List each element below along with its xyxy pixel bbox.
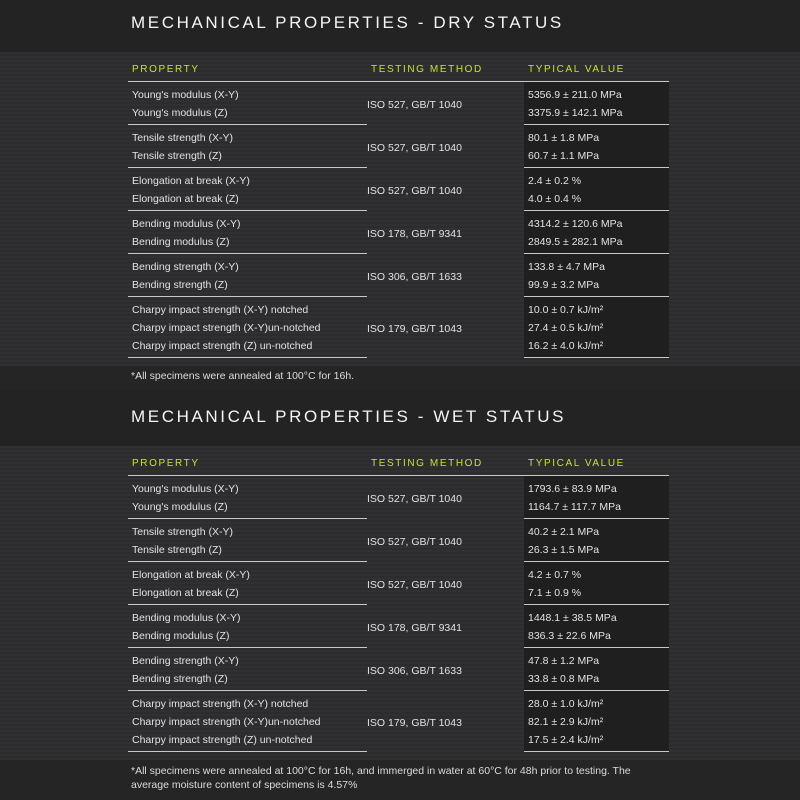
typical-value-cell: 836.3 ± 22.6 MPa	[524, 627, 669, 648]
wet-note: *All specimens were annealed at 100°C for 16h, and immerged in water at 60°C for 48h prior to testing. The average moisture content of specimens is 4.57%	[131, 765, 631, 791]
typical-value-cell: 5356.9 ± 211.0 MPa	[524, 82, 669, 105]
typical-value-cell: 1448.1 ± 38.5 MPa	[524, 605, 669, 628]
testing-method-cell: ISO 178, GB/T 9341	[367, 622, 462, 634]
typical-value-cell: 2849.5 ± 282.1 MPa	[524, 233, 669, 254]
testing-method-cell: ISO 178, GB/T 9341	[367, 228, 462, 240]
table-row	[128, 519, 669, 542]
typical-value-cell: 40.2 ± 2.1 MPa	[524, 519, 669, 542]
property-cell: Bending strength (Z)	[128, 276, 367, 297]
property-cell: Bending modulus (X-Y)	[132, 218, 241, 230]
property-cell: Charpy impact strength (Z) un-notched	[128, 337, 367, 358]
property-cell: Elongation at break (Z)	[128, 190, 367, 211]
property-cell: Charpy impact strength (X-Y) notched	[132, 304, 309, 316]
property-column-header: PROPERTY	[128, 451, 367, 476]
property-column-header: PROPERTY	[128, 57, 367, 82]
typical-value-cell: 4.0 ± 0.4 %	[524, 190, 669, 211]
property-cell: Young's modulus (Z)	[128, 498, 367, 519]
property-cell: Tensile strength (Z)	[128, 147, 367, 168]
testing-method-cell: ISO 179, GB/T 1043	[367, 323, 462, 335]
dry-note: *All specimens were annealed at 100°C for 16h.	[131, 370, 355, 382]
testing-method-cell: ISO 527, GB/T 1040	[367, 142, 462, 154]
table-row	[128, 691, 669, 714]
dry-header	[0, 0, 800, 52]
typical-value-cell: 4.2 ± 0.7 %	[524, 562, 669, 585]
property-cell: Young's modulus (Z)	[128, 104, 367, 125]
typical-value-cell: 16.2 ± 4.0 kJ/m²	[524, 337, 669, 358]
testing-method-cell: ISO 306, GB/T 1633	[367, 271, 462, 283]
testing-method-cell: ISO 527, GB/T 1040	[367, 99, 462, 112]
typical-value-cell: 33.8 ± 0.8 MPa	[524, 670, 669, 691]
table-row	[128, 476, 669, 499]
property-cell: Charpy impact strength (X-Y)un-notched	[132, 716, 321, 728]
dry-properties-table	[128, 57, 669, 358]
wet-title: MECHANICAL PROPERTIES - WET STATUS	[131, 407, 567, 426]
table-row	[128, 125, 669, 148]
property-cell: Young's modulus (X-Y)	[132, 89, 239, 101]
property-cell: Bending modulus (Z)	[128, 627, 367, 648]
typical-value-cell: 3375.9 ± 142.1 MPa	[524, 104, 669, 125]
table-row	[128, 562, 669, 585]
typical-value-cell: 80.1 ± 1.8 MPa	[524, 125, 669, 148]
value-column-header: TYPICAL VALUE	[524, 451, 669, 476]
typical-value-cell: 26.3 ± 1.5 MPa	[524, 541, 669, 562]
property-cell: Tensile strength (Z)	[128, 541, 367, 562]
property-cell: Bending strength (X-Y)	[132, 261, 239, 273]
property-cell: Young's modulus (X-Y)	[132, 483, 239, 495]
typical-value-cell: 2.4 ± 0.2 %	[524, 168, 669, 191]
testing-method-cell: ISO 527, GB/T 1040	[367, 185, 462, 197]
wet-properties-table	[128, 451, 669, 752]
property-cell: Elongation at break (Z)	[128, 584, 367, 605]
table-row	[128, 648, 669, 671]
property-cell: Charpy impact strength (X-Y)un-notched	[132, 322, 321, 334]
typical-value-cell: 133.8 ± 4.7 MPa	[524, 254, 669, 277]
testing-method-cell: ISO 179, GB/T 1043	[367, 717, 462, 729]
table-row	[128, 605, 669, 628]
wet-header	[0, 390, 800, 446]
typical-value-cell: 82.1 ± 2.9 kJ/m²	[524, 713, 669, 731]
typical-value-cell: 47.8 ± 1.2 MPa	[524, 648, 669, 671]
dry-title: MECHANICAL PROPERTIES - DRY STATUS	[131, 13, 564, 32]
property-cell: Charpy impact strength (Z) un-notched	[128, 731, 367, 752]
table-row	[128, 168, 669, 191]
wet-header-row	[128, 451, 669, 476]
property-cell: Bending strength (X-Y)	[132, 655, 239, 667]
typical-value-cell: 27.4 ± 0.5 kJ/m²	[524, 319, 669, 337]
typical-value-cell: 1164.7 ± 117.7 MPa	[524, 498, 669, 519]
typical-value-cell: 4314.2 ± 120.6 MPa	[524, 211, 669, 234]
property-cell: Charpy impact strength (X-Y) notched	[132, 698, 309, 710]
typical-value-cell: 17.5 ± 2.4 kJ/m²	[524, 731, 669, 752]
value-column-header: TYPICAL VALUE	[524, 57, 669, 82]
property-cell: Bending modulus (Z)	[128, 233, 367, 254]
typical-value-cell: 7.1 ± 0.9 %	[524, 584, 669, 605]
table-row	[128, 297, 669, 320]
table-row	[128, 211, 669, 234]
property-cell: Tensile strength (X-Y)	[132, 526, 233, 538]
typical-value-cell: 10.0 ± 0.7 kJ/m²	[524, 297, 669, 320]
method-column-header: TESTING METHOD	[367, 451, 524, 476]
typical-value-cell: 99.9 ± 3.2 MPa	[524, 276, 669, 297]
property-cell: Bending strength (Z)	[128, 670, 367, 691]
property-cell: Elongation at break (X-Y)	[132, 175, 250, 187]
typical-value-cell: 1793.6 ± 83.9 MPa	[524, 476, 669, 499]
testing-method-cell: ISO 306, GB/T 1633	[367, 665, 462, 677]
table-row	[128, 254, 669, 277]
testing-method-cell: ISO 527, GB/T 1040	[367, 579, 462, 591]
property-cell: Tensile strength (X-Y)	[132, 132, 233, 144]
property-cell: Elongation at break (X-Y)	[132, 569, 250, 581]
testing-method-cell: ISO 527, GB/T 1040	[367, 536, 462, 548]
typical-value-cell: 28.0 ± 1.0 kJ/m²	[524, 691, 669, 714]
dry-header-row	[128, 57, 669, 82]
typical-value-cell: 60.7 ± 1.1 MPa	[524, 147, 669, 168]
testing-method-cell: ISO 527, GB/T 1040	[367, 493, 462, 506]
method-column-header: TESTING METHOD	[367, 57, 524, 82]
table-row	[128, 82, 669, 105]
property-cell: Bending modulus (X-Y)	[132, 612, 241, 624]
